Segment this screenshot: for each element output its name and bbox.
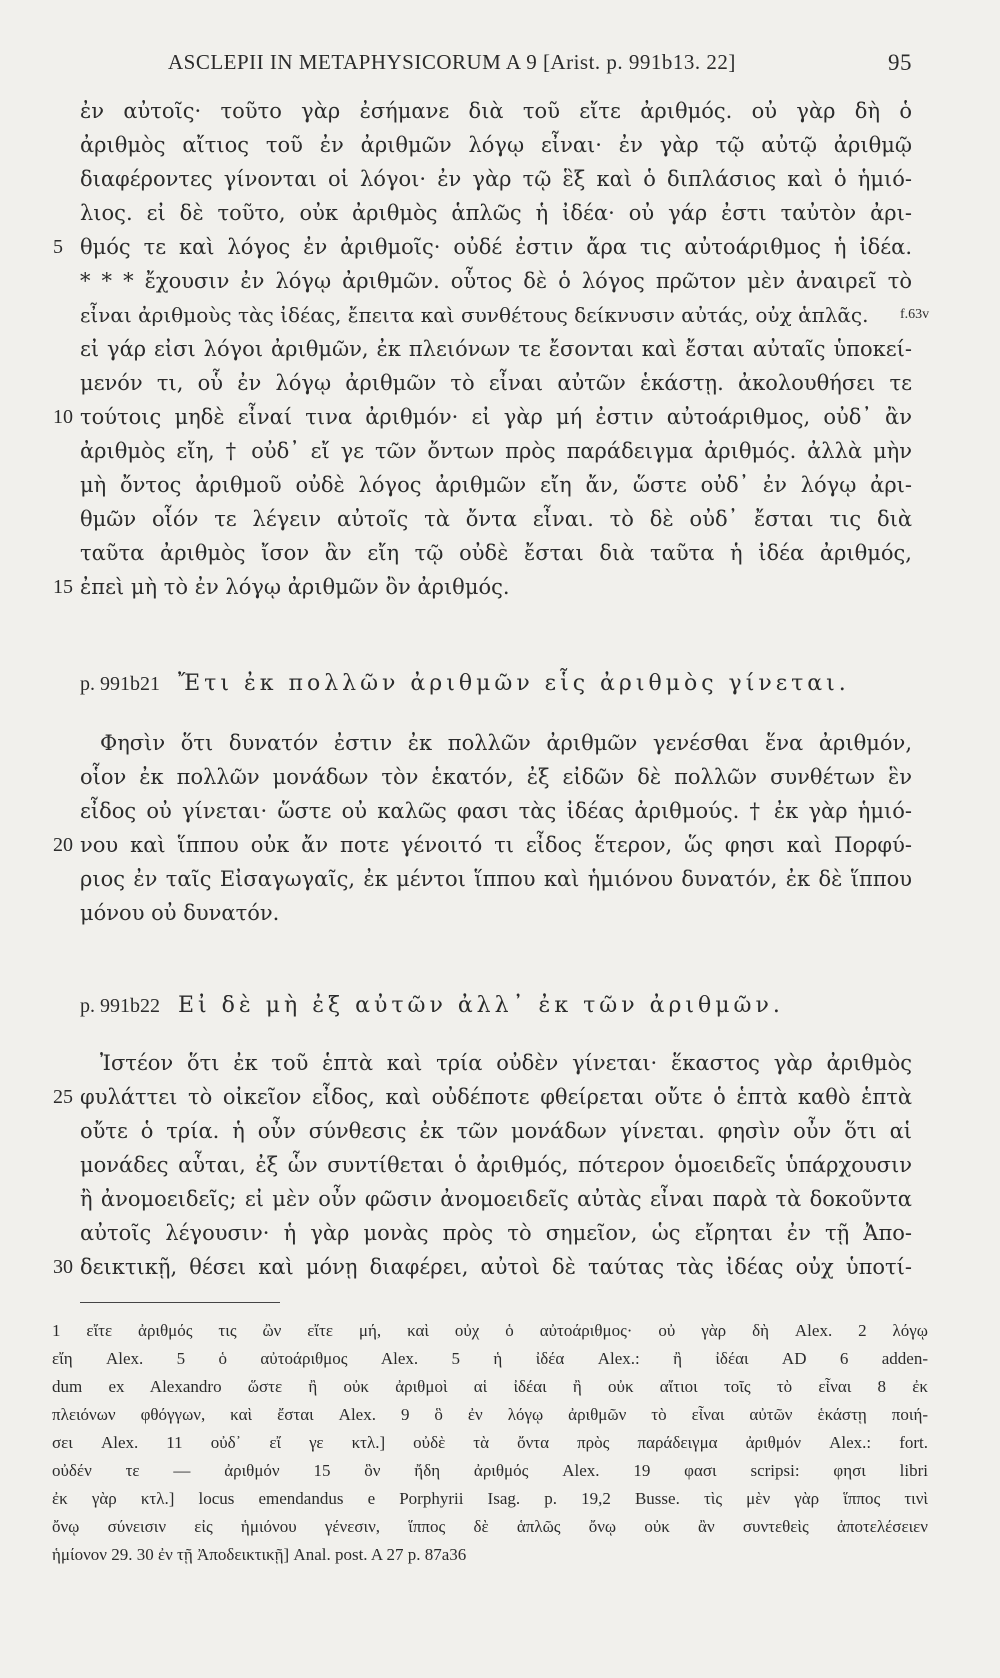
text-line: ἐπεὶ μὴ τὸ ἐν λόγῳ ἀριθμῶν ὂν ἀριθμός. — [80, 575, 510, 599]
text-line: οὔτε ὁ τρία. ἡ οὖν σύνθεσις ἐκ τῶν μονάδων γίνεται. φησὶν οὖν ὅτι αἱ — [80, 1119, 912, 1143]
text-line: εἰ γάρ εἰσι λόγοι ἀριθμῶν, ἐκ πλειόνων τε ἔσονται καὶ ἔσται αὐταῖς ὑποκεί- — [80, 337, 912, 361]
footnote-line: ἡμίονον 29. 30 ἐν τῇ Ἀποδεικτικῇ] Anal. post. A 27 p. 87a36 — [52, 1545, 467, 1564]
line-number: 15 — [53, 576, 73, 598]
text-line: μονάδες αὗται, ἐξ ὧν συντίθεται ὁ ἀριθμός, πότερον ὁμοειδεῖς ὑπάρχουσιν — [80, 1153, 912, 1177]
footnote-line: ἐκ γὰρ κτλ.] locus emendandus e Porphyrii Isag. p. 19,2 Busse. τὶς μὲν γὰρ ἵππος τινὶ — [52, 1489, 928, 1508]
text-line: ἀριθμὸς αἴτιος τοῦ ἐν ἀριθμῶν λόγῳ εἶναι· ἐν γὰρ τῷ αὐτῷ ἀριθμῷ — [80, 133, 912, 157]
lemma-heading — [80, 668, 912, 698]
margin-folio-note: f.63v — [900, 307, 930, 322]
text-line: μενόν τι, οὗ ἐν λόγῳ ἀριθμῶν τὸ εἶναι αὐτῶν ἑκάστῃ. ἀκολουθήσει τε — [80, 371, 912, 395]
text-line: ταῦτα ἀριθμὸς ἴσον ἂν εἴη τῷ οὐδὲ ἔσται διὰ ταῦτα ἡ ἰδέα ἀριθμός, — [80, 541, 912, 565]
footnote-line: dum ex Alexandro ὥστε ἢ οὐκ ἀριθμοὶ αἱ ἰδέαι ἢ οὐκ αἴτιοι τοῖς τὸ εἶναι 8 ἐκ — [52, 1377, 928, 1396]
line-number: 25 — [53, 1086, 73, 1108]
lemma-reference: p. 991b21 — [80, 673, 160, 695]
text-line: νου καὶ ἵππου οὐκ ἄν ποτε γένοιτό τι εἶδος ἕτερον, ὥς φησι καὶ Πορφύ- — [80, 833, 912, 857]
footnote-line: 1 εἴτε ἀριθμός τις ὢν εἴτε μή, καὶ οὐχ ὁ αὐτοάριθμος· οὐ γὰρ δὴ Alex. 2 λόγῳ — [52, 1321, 928, 1340]
text-line: ἢ ἀνομοειδεῖς; εἰ μὲν οὖν φῶσιν ἀνομοειδεῖς αὐτὰς εἶναι παρὰ τὰ δοκοῦντα — [80, 1187, 912, 1211]
lemma-reference: p. 991b22 — [80, 995, 160, 1017]
lemma-heading — [80, 990, 912, 1020]
text-line: θμός τε καὶ λόγος ἐν ἀριθμοῖς· οὐδέ ἐστιν ἄρα τις αὐτοάριθμος ἡ ἰδέα. — [80, 235, 912, 259]
text-line: τούτοις μηδὲ εἶναί τινα ἀριθμόν· εἰ γὰρ μή ἐστιν αὐτοάριθμος, οὐδ᾽ ἂν — [80, 405, 912, 429]
text-line: δεικτικῇ, θέσει καὶ μόνῃ διαφέρει, αὐτοὶ δὲ ταύτας τὰς ἰδέας οὐχ ὑποτί- — [80, 1255, 912, 1279]
text-line: θμῶν οἷόν τε λέγειν αὐτοῖς τὰ ὄντα εἶναι. τὸ δὲ οὐδ᾽ ἔσται τις διὰ — [80, 507, 912, 531]
text-line: Ἰστέον ὅτι ἐκ τοῦ ἑπτὰ καὶ τρία οὐδὲν γίνεται· ἕκαστος γὰρ ἀριθμὸς — [100, 1051, 912, 1075]
running-header — [0, 50, 1000, 80]
text-line: διαφέροντες γίνονται οἱ λόγοι· ἐν γὰρ τῷ ἓξ καὶ ὁ διπλάσιος καὶ ὁ ἡμιό- — [80, 167, 912, 191]
text-line: ἀριθμὸς εἴη, † οὐδ᾽ εἴ γε τῶν ὄντων πρὸς παράδειγμα ἀριθμός. ἀλλὰ μὴν — [80, 439, 912, 463]
text-line: οἷον ἐκ πολλῶν μονάδων τὸν ἑκατόν, ἐξ εἰδῶν δὲ πολλῶν συνθέτων ἓν — [80, 765, 912, 789]
footnote-rule — [80, 1302, 280, 1303]
running-title: ASCLEPII IN METAPHYSICORUM A 9 [Arist. p. 991b13. 22] — [168, 50, 736, 74]
footnote-line: ὄνῳ σύνεισιν εἰς ἡμιόνου γένεσιν, ἵππος δὲ ἁπλῶς ὄνῳ οὐκ ἂν συντεθεὶς ἀποτελέσειεν — [52, 1517, 928, 1536]
text-line: ἐν αὐτοῖς· τοῦτο γὰρ ἐσήμανε διὰ τοῦ εἴτε ἀριθμός. οὐ γὰρ δὴ ὁ — [80, 99, 912, 123]
text-line: εἶναι ἀριθμοὺς τὰς ἰδέας, ἔπειτα καὶ συνθέτους δείκνυσιν αὐτάς, οὐχ ἁπλᾶς. — [80, 303, 869, 327]
text-line: ριος ἐν ταῖς Εἰσαγωγαῖς, ἐκ μέντοι ἵππου καὶ ἡμιόνου δυνατόν, ἐκ δὲ ἵππου — [80, 867, 912, 891]
text-line: * * * ἔχουσιν ἐν λόγῳ ἀριθμῶν. οὗτος δὲ ὁ λόγος πρῶτον μὲν ἀναιρεῖ τὸ — [80, 269, 912, 293]
line-number: 5 — [53, 236, 63, 258]
text-line: Φησὶν ὅτι δυνατόν ἐστιν ἐκ πολλῶν ἀριθμῶν γενέσθαι ἕνα ἀριθμόν, — [100, 731, 912, 755]
text-line: εἶδος οὐ γίνεται· ὥστε οὐ καλῶς φασι τὰς ἰδέας ἀριθμούς. † ἐκ γὰρ ἡμιό- — [80, 799, 912, 823]
footnote-line: σει Alex. 11 οὐδ᾽ εἴ γε κτλ.] οὐδὲ τὰ ὄντα πρὸς παράδειγμα ἀριθμόν Alex.: fort. — [52, 1433, 928, 1452]
text-line: λιος. εἰ δὲ τοῦτο, οὐκ ἀριθμὸς ἁπλῶς ἡ ἰδέα· οὐ γάρ ἐστι ταὐτὸν ἀρι- — [80, 201, 912, 225]
footnote-line: εἴη Alex. 5 ὁ αὐτοάριθμος Alex. 5 ἡ ἰδέα Alex.: ἢ ἰδέαι AD 6 adden- — [52, 1349, 928, 1368]
line-number: 30 — [53, 1256, 73, 1278]
footnote-line: πλειόνων φθόγγων, καὶ ἔσται Alex. 9 ὃ ἐν λόγῳ ἀριθμῶν τὸ εἶναι αὐτῶν ἑκάστῃ ποιή- — [52, 1405, 928, 1424]
lemma-text: Ἔτι ἐκ πολλῶν ἀριθμῶν εἷς ἀριθμὸς γίνεται. — [178, 671, 850, 696]
line-number: 20 — [53, 834, 73, 856]
text-line: αὐτοῖς λέγουσιν· ἡ γὰρ μονὰς πρὸς τὸ σημεῖον, ὡς εἴρηται ἐν τῇ Ἀπο- — [80, 1221, 912, 1245]
text-line: φυλάττει τὸ οἰκεῖον εἶδος, καὶ οὐδέποτε φθείρεται οὔτε ὁ ἑπτὰ καθὸ ἑπτὰ — [80, 1085, 912, 1109]
page-number: 95 — [888, 50, 912, 75]
line-number: 10 — [53, 406, 73, 428]
text-line: μόνου οὐ δυνατόν. — [80, 901, 280, 925]
footnote-line: οὐδέν τε — ἀριθμόν 15 ὃν ἤδη ἀριθμός Alex. 19 φασι scripsi: φησι libri — [52, 1461, 928, 1480]
lemma-text: Εἰ δὲ μὴ ἐξ αὐτῶν ἀλλ᾽ ἐκ τῶν ἀριθμῶν. — [178, 993, 784, 1018]
text-line: μὴ ὄντος ἀριθμοῦ οὐδὲ λόγος ἀριθμῶν εἴη ἄν, ὥστε οὐδ᾽ ἐν λόγῳ ἀρι- — [80, 473, 912, 497]
